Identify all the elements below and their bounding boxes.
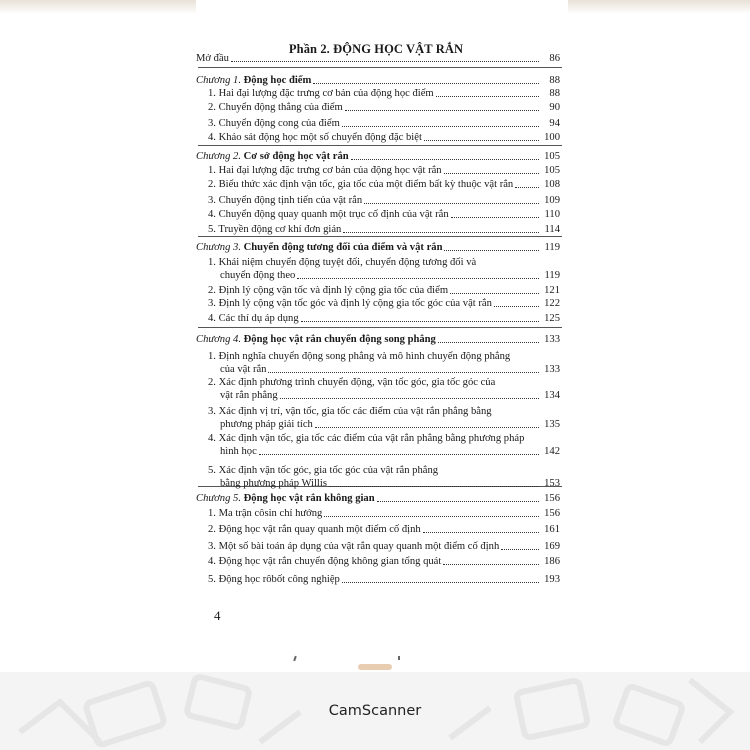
dot-leader	[450, 293, 539, 294]
toc-item	[208, 507, 560, 520]
toc-page-number: 86	[549, 53, 560, 64]
dot-leader	[324, 516, 539, 517]
chapter-label: Chương 3.	[196, 242, 241, 253]
toc-line	[208, 284, 560, 297]
toc-page-number: 119	[544, 270, 560, 281]
toc-line	[208, 223, 560, 236]
toc-chapter	[196, 74, 560, 87]
dot-leader	[424, 140, 539, 141]
dot-leader	[301, 321, 539, 322]
toc-item-continuation: của vật rắn	[220, 364, 267, 375]
toc-item-text: 2. Xác định phương trình chuyển động, vận tốc góc, gia tốc góc của	[208, 377, 496, 388]
toc-page-number: 109	[544, 195, 560, 206]
dot-leader	[343, 232, 539, 233]
chapter-title: Động học vật rắn không gian	[243, 493, 375, 504]
toc-item-text: 1. Ma trận côsin chỉ hướng	[208, 508, 323, 519]
dot-leader	[444, 250, 539, 251]
dot-leader	[329, 486, 539, 487]
part-title: Phần 2. ĐỘNG HỌC VẬT RẮN	[288, 42, 464, 56]
toc-line	[208, 363, 560, 376]
chapter-label: Chương 4.	[196, 334, 241, 345]
toc-item-text: 4. Động học vật rắn chuyển động không gian tổng quát	[208, 556, 442, 567]
toc-page-number: 134	[544, 390, 560, 401]
toc-item-text: 5. Xác định vận tốc góc, gia tốc góc của vật rắn phẳng	[208, 465, 439, 476]
dot-leader	[280, 398, 539, 399]
toc-item	[208, 284, 560, 297]
dot-leader	[494, 306, 539, 307]
toc-item-continuation: phương pháp giải tích	[220, 419, 313, 430]
dot-leader	[377, 501, 539, 502]
toc-item-text: 3. Định lý cộng vận tốc góc và định lý cộng gia tốc góc của vật rắn	[208, 298, 492, 309]
toc-line	[208, 418, 560, 431]
toc-line	[208, 87, 560, 100]
toc-line	[208, 312, 560, 325]
toc-line	[208, 573, 560, 586]
toc-line	[208, 117, 560, 130]
toc-line	[196, 492, 560, 505]
dot-leader	[438, 342, 539, 343]
toc-chapter-heading	[196, 150, 349, 163]
dot-leader	[451, 217, 539, 218]
section-divider	[198, 327, 562, 328]
toc-line	[208, 269, 560, 282]
toc-item-text: 4. Xác định vận tốc, gia tốc các điểm của vật rắn phẳng bằng phương pháp	[208, 433, 525, 444]
dot-leader	[423, 532, 539, 533]
toc-page-number: 161	[544, 524, 560, 535]
toc-item-text: 3. Một số bài toán áp dụng của vật rắn quay quanh một điểm cố định	[208, 541, 500, 552]
chapter-title: Động học vật rắn chuyển động song phẳng	[243, 334, 436, 345]
toc-line	[196, 333, 560, 346]
toc-item	[208, 376, 560, 402]
toc-item-text: 1. Hai đại lượng đặc trưng cơ bản của động học vật rắn	[208, 165, 442, 176]
dot-leader	[231, 61, 539, 62]
camscanner-watermark-bar	[0, 672, 750, 750]
dot-leader	[297, 278, 539, 279]
toc-page-number: 169	[544, 541, 560, 552]
toc-item-text: 5. Truyền động cơ khí đơn giản	[208, 224, 342, 235]
toc-line	[208, 194, 560, 207]
toc-item-text: 2. Chuyển động thẳng của điểm	[208, 102, 343, 113]
toc-item-text: 2. Biểu thức xác định vận tốc, gia tốc của một điểm bất kỳ thuộc vật rắn	[208, 179, 514, 190]
toc-item-text: 1. Định nghĩa chuyển động song phẳng và mô hình chuyển động phẳng	[208, 351, 511, 362]
toc-entry	[196, 52, 560, 65]
toc-page-number: 153	[544, 478, 560, 489]
dot-leader	[259, 454, 539, 455]
toc-item-text: 4. Các thí dụ áp dụng	[208, 313, 299, 324]
section-divider	[198, 67, 562, 68]
toc-item	[208, 223, 560, 236]
toc-line	[208, 555, 560, 568]
toc-item-continuation: chuyển động theo	[220, 270, 296, 281]
chapter-label: Chương 1.	[196, 75, 241, 86]
toc-page-number: 88	[549, 88, 560, 99]
toc-item	[208, 350, 560, 376]
dot-leader	[342, 582, 539, 583]
toc-line	[208, 131, 560, 144]
toc-line	[196, 241, 560, 254]
dot-leader	[313, 83, 539, 84]
chapter-title: Động học điểm	[243, 75, 312, 86]
toc-page-number: 122	[544, 298, 560, 309]
toc-item-text: 3. Chuyển động tịnh tiến của vật rắn	[208, 195, 363, 206]
toc-page-number: 88	[549, 75, 560, 86]
toc-chapter-heading	[196, 492, 375, 505]
toc-page-number: 133	[544, 364, 560, 375]
toc-item-text: 4. Chuyển động quay quanh một trục cố định của vật rắn	[208, 209, 449, 220]
toc-item-continuation: vật rắn phẳng	[220, 390, 278, 401]
toc-line	[208, 389, 560, 402]
dot-leader	[444, 173, 539, 174]
toc-item	[208, 101, 560, 114]
toc-item-text: 5. Động học rôbốt công nghiệp	[208, 574, 340, 585]
toc-page-number: 186	[544, 556, 560, 567]
chapter-label: Chương 5.	[196, 493, 241, 504]
toc-item	[208, 178, 560, 191]
toc-line	[196, 74, 560, 87]
toc-page-number: 193	[544, 574, 560, 585]
toc-line	[208, 507, 560, 520]
toc-page-number: 142	[544, 446, 560, 457]
toc-line	[208, 445, 560, 458]
dot-leader	[351, 159, 539, 160]
toc-page-number: 156	[544, 508, 560, 519]
toc-page-number: 108	[544, 179, 560, 190]
toc-item-text: 3. Xác định vị trí, vận tốc, gia tốc các điểm của vật rắn phẳng bằng	[208, 406, 492, 417]
toc-chapter-heading	[196, 241, 442, 254]
section-divider	[198, 236, 562, 237]
dot-leader	[501, 549, 539, 550]
toc-item-continuation: bằng phương pháp Willis	[220, 478, 327, 489]
toc-item-text: 1. Hai đại lượng đặc trưng cơ bản của động học điểm	[208, 88, 434, 99]
toc-item	[208, 405, 560, 431]
toc-chapter	[196, 150, 560, 163]
toc-item	[208, 297, 560, 310]
camscanner-label: CamScanner	[328, 703, 422, 719]
toc-item	[208, 117, 560, 130]
toc-item-text: 2. Định lý cộng vận tốc và định lý cộng gia tốc của điểm	[208, 285, 449, 296]
toc-chapter	[196, 492, 560, 505]
chapter-label: Chương 2.	[196, 151, 241, 162]
toc-line	[208, 297, 560, 310]
toc-page-number: 94	[549, 118, 560, 129]
toc-item	[208, 256, 560, 282]
toc-line	[208, 523, 560, 536]
toc-chapter-heading	[196, 333, 436, 346]
toc-item	[208, 208, 560, 221]
chapter-title: Chuyển động tương đối của điểm và vật rắn	[243, 242, 443, 253]
toc-chapter-heading	[196, 74, 311, 87]
toc-line	[208, 208, 560, 221]
toc-item	[208, 573, 560, 586]
section-divider	[198, 145, 562, 146]
toc-page-number: 90	[549, 102, 560, 113]
toc-line	[208, 477, 560, 490]
toc-item	[208, 540, 560, 553]
toc-line	[196, 52, 560, 65]
toc-item-text: 1. Khái niệm chuyển động tuyệt đối, chuyển động tương đối và	[208, 257, 477, 268]
toc-page-number: 114	[544, 224, 560, 235]
toc-page-number: 105	[544, 165, 560, 176]
chapter-title: Cơ sở động học vật rắn	[243, 151, 349, 162]
toc-line	[208, 164, 560, 177]
toc-item-text: 3. Chuyển động cong của điểm	[208, 118, 340, 129]
toc-item	[208, 87, 560, 100]
scan-speck	[398, 656, 400, 660]
toc-page-number: 105	[544, 151, 560, 162]
toc-line	[208, 101, 560, 114]
toc-page-number: 125	[544, 313, 560, 324]
toc-item	[208, 164, 560, 177]
toc-page-number: 121	[544, 285, 560, 296]
scan-edge-mark	[358, 664, 392, 670]
toc-chapter	[196, 333, 560, 346]
toc-item	[208, 312, 560, 325]
toc-line	[196, 150, 560, 163]
dot-leader	[315, 427, 539, 428]
toc-page-number: 110	[544, 209, 560, 220]
toc-item	[208, 523, 560, 536]
dot-leader	[364, 203, 539, 204]
toc-item-continuation: hình học	[220, 446, 257, 457]
dot-leader	[342, 126, 539, 127]
toc-page-number: 135	[544, 419, 560, 430]
toc-item-text: Mở đầu	[196, 53, 229, 64]
toc-item	[208, 464, 560, 490]
page-number: 4	[214, 608, 221, 623]
toc-page-number: 119	[544, 242, 560, 253]
dot-leader	[268, 372, 539, 373]
toc-item-text: 2. Động học vật rắn quay quanh một điểm cố định	[208, 524, 421, 535]
toc-chapter	[196, 241, 560, 254]
toc-item	[208, 194, 560, 207]
toc-line	[208, 540, 560, 553]
document-page	[196, 0, 568, 668]
dot-leader	[436, 96, 539, 97]
toc-page-number: 156	[544, 493, 560, 504]
toc-page-number: 100	[544, 132, 560, 143]
toc-item-text: 4. Khảo sát động học một số chuyển động đặc biệt	[208, 132, 422, 143]
toc-page-number: 133	[544, 334, 560, 345]
toc-item	[208, 131, 560, 144]
dot-leader	[515, 187, 539, 188]
dot-leader	[345, 110, 539, 111]
toc-item	[208, 432, 560, 458]
dot-leader	[443, 564, 539, 565]
toc-item	[208, 555, 560, 568]
toc-line	[208, 178, 560, 191]
